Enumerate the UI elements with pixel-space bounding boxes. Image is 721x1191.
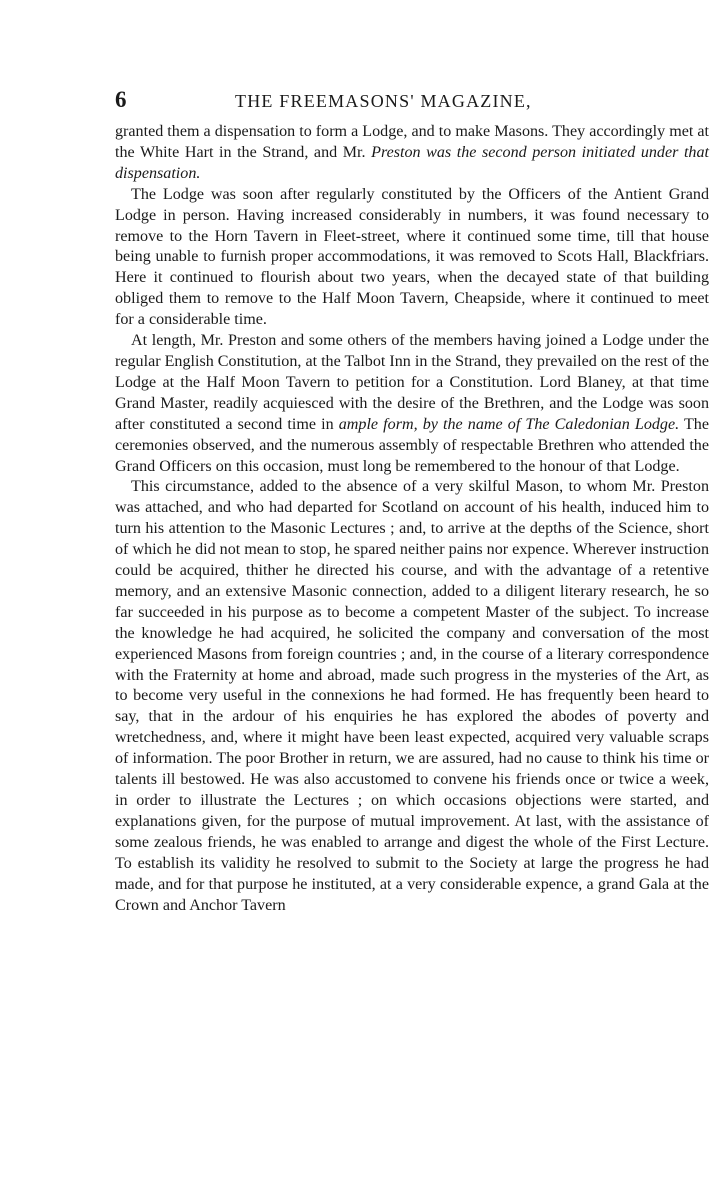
book-page: [115, 86, 709, 1166]
page-number: 6: [115, 87, 127, 112]
page-header: [115, 86, 709, 122]
paragraph: [115, 185, 709, 331]
text-segment: This circumstance, added to the absence of a very skilful Mason, to whom Mr. Preston was attached, and who had departed for Scotland on account of his health, induced him to turn his attention to the Masonic Lectures ; and, to arrive at the depths of the Science, short of which he did not mean to stop, he spared neither pains nor expence. Wherever instruction could be acquired, thither he directed his course, and with the advantage of a retentive memory, and an extensive Masonic connection, added to a diligent literary research, he so far succeeded in his purpose as to become a competent Master of the subject. To increase the knowledge he had acquired, he solicited the company and conversation of the most experienced Masons from foreign countries ; and, in the course of a literary correspondence with the Fraternity at home and abroad, made such progress in the mysteries of the Art, as to become very useful in the connexions he had formed. He has frequently been heard to say, that in the ardour of his enquiries he has explored the abodes of poverty and wretchedness, and, where it might have been least expected, acquired very valuable scraps of information. The poor Brother in return, we are assured, had no cause to think his time or talents ill bestowed. He was also accustomed to convene his friends once or twice a week, in order to illustrate the Lectures ; on which occasions objections were started, and explanations given, for the purpose of mutual improvement. At last, with the assistance of some zealous friends, he was enabled to arrange and digest the whole of the First Lecture. To establish its validity he resolved to submit to the Society at large the progress he had made, and for that purpose he instituted, at a very considerable expence, a grand Gala at the Crown and Anchor Tavern: [115, 478, 709, 914]
paragraph: [115, 331, 709, 477]
paragraph: [115, 122, 709, 185]
text-segment: granted them a dispensation to form a Lodge, and to make Masons. They accordingly met at the White Hart in the Strand, and Mr.: [115, 123, 709, 161]
paragraph: [115, 477, 709, 916]
text-segment: The ceremonies observed, and the numerous assembly of respectable Brethren who attended the Grand Officers on this occasion, must long be remembered to the honour of that Lodge.: [115, 415, 709, 475]
text-segment: At length, Mr. Preston and some others of the members having joined a Lodge under the regular English Constitution, at the Talbot Inn in the Strand, they prevailed on the rest of the Lodge at the Half Moon Tavern to petition for a Constitution. Lord Blaney, at that time Grand Master, readily acquiesced with the desire of the Brethren, and the Lodge was soon after constituted a second time in: [115, 332, 709, 433]
running-title: THE FREEMASONS' MAGAZINE,: [235, 91, 532, 111]
italic-text-segment: by the name of The Caledonian Lodge.: [422, 415, 680, 433]
text-segment: The Lodge was soon after regularly constituted by the Officers of the Antient Grand Lodge in person. Having increased considerably in numbers, it was found necessary to remove to the Horn Tavern in Fleet-street, where it continued some time, till that house being unable to furnish proper accommodations, it was removed to Scots Hall, Blackfriars. Here it continued to flourish about two years, when the decayed state of that building obliged them to remove to the Half Moon Tavern, Cheapside, where it continued to meet for a considerable time.: [115, 185, 709, 329]
body-text: [115, 122, 709, 916]
italic-text-segment: Preston was the second person initiated under that dispensation.: [115, 143, 709, 182]
italic-text-segment: ample form,: [338, 415, 418, 433]
